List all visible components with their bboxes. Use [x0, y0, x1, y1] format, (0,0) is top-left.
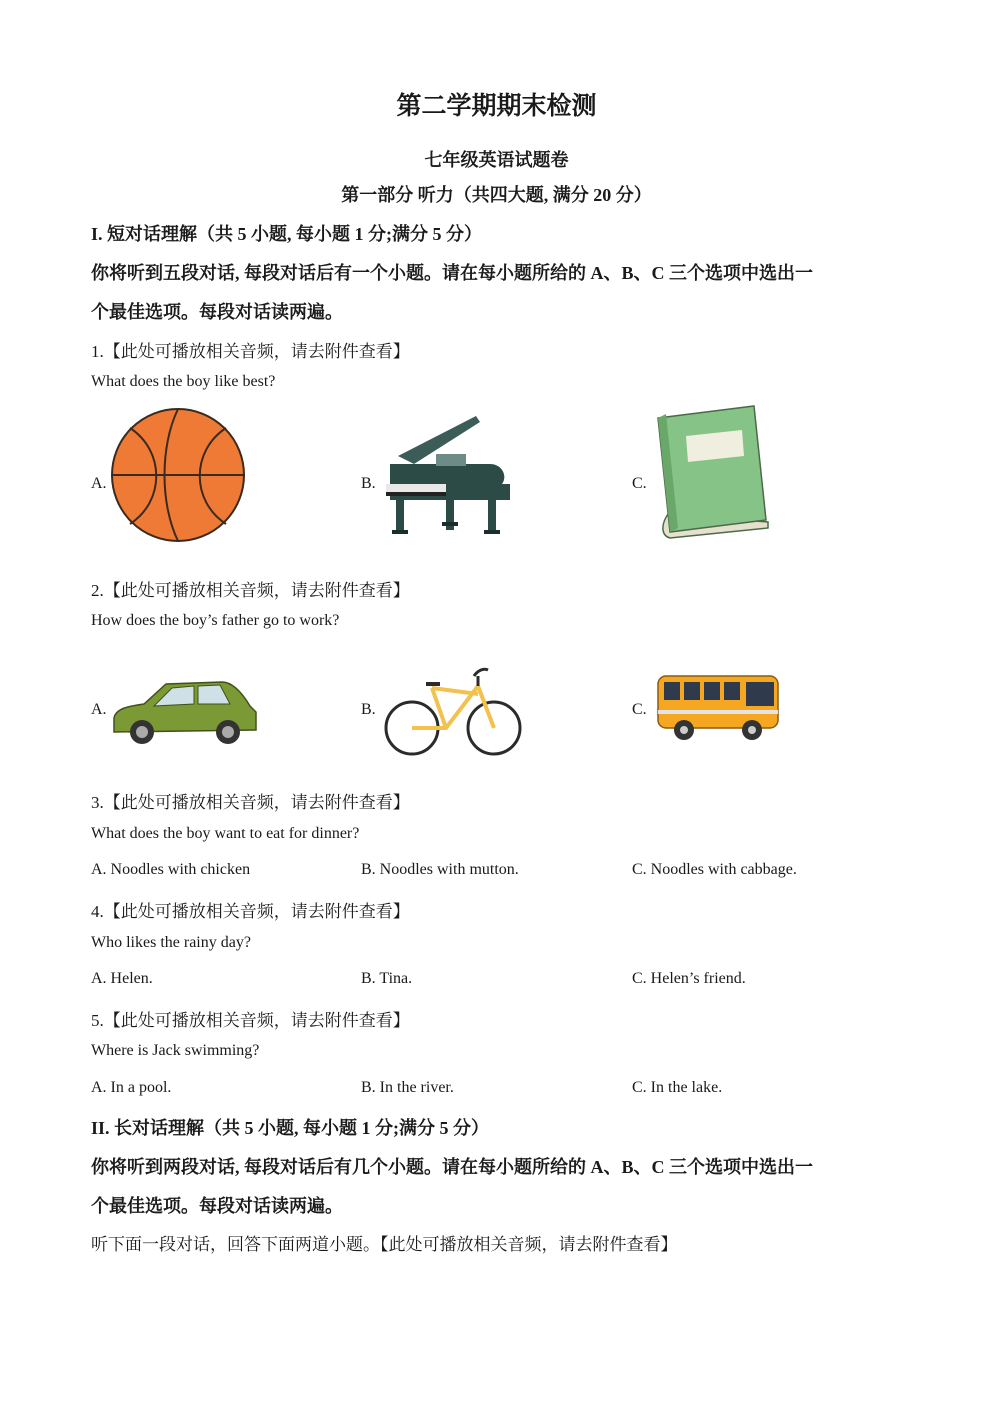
- question-4-number: 4.【此处可播放相关音频，请去附件查看】: [91, 902, 410, 921]
- q1-option-a-label[interactable]: A.: [91, 475, 107, 492]
- q5-option-b[interactable]: B. In the river.: [361, 1079, 454, 1096]
- basketball-image[interactable]: [110, 406, 246, 544]
- car-image[interactable]: [110, 678, 260, 746]
- question-2-text: How does the boy’s father go to work?: [91, 612, 340, 629]
- page-title: 第二学期期末检测: [396, 93, 597, 120]
- q4-option-a[interactable]: A. Helen.: [91, 970, 153, 987]
- exam-subtitle: 七年级英语试题卷: [424, 150, 569, 170]
- q2-option-c-label[interactable]: C.: [632, 701, 647, 718]
- question-3-number: 3.【此处可播放相关音频，请去附件查看】: [91, 793, 410, 812]
- question-3-text: What does the boy want to eat for dinner?: [91, 825, 360, 842]
- part-heading: 第一部分 听力（共四大题, 满分 20 分）: [341, 185, 652, 205]
- section2-instruction-line1: 你将听到两段对话, 每段对话后有几个小题。请在每小题所给的 A、B、C 三个选项中选出一: [91, 1157, 813, 1177]
- q2-option-b-label[interactable]: B.: [361, 701, 376, 718]
- q5-option-c[interactable]: C. In the lake.: [632, 1079, 723, 1096]
- section2-listen-line: 听下面一段对话，回答下面两道小题。【此处可播放相关音频，请去附件查看】: [91, 1235, 678, 1254]
- q3-option-b[interactable]: B. Noodles with mutton.: [361, 861, 519, 878]
- section2-instruction-line2: 个最佳选项。每段对话读两遍。: [91, 1196, 343, 1216]
- q4-option-c[interactable]: C. Helen’s friend.: [632, 970, 746, 987]
- q1-option-c-label[interactable]: C.: [632, 475, 647, 492]
- book-image[interactable]: [654, 404, 774, 540]
- question-5-number: 5.【此处可播放相关音频，请去附件查看】: [91, 1011, 410, 1030]
- q2-option-a-label[interactable]: A.: [91, 701, 107, 718]
- section1-heading: I. 短对话理解（共 5 小题, 每小题 1 分;满分 5 分）: [91, 224, 482, 244]
- bicycle-image[interactable]: [382, 664, 524, 758]
- question-2-number: 2.【此处可播放相关音频，请去附件查看】: [91, 581, 410, 600]
- q4-option-b[interactable]: B. Tina.: [361, 970, 413, 987]
- bus-image[interactable]: [656, 672, 784, 746]
- q5-option-a[interactable]: A. In a pool.: [91, 1079, 172, 1096]
- question-1-text: What does the boy like best?: [91, 373, 276, 390]
- question-5-text: Where is Jack swimming?: [91, 1042, 260, 1059]
- q3-option-a[interactable]: A. Noodles with chicken: [91, 861, 251, 878]
- section2-heading: II. 长对话理解（共 5 小题, 每小题 1 分;满分 5 分）: [91, 1118, 490, 1138]
- piano-image[interactable]: [380, 414, 516, 538]
- q3-option-c[interactable]: C. Noodles with cabbage.: [632, 861, 797, 878]
- question-1-number: 1.【此处可播放相关音频，请去附件查看】: [91, 342, 410, 361]
- section1-instruction-line2: 个最佳选项。每段对话读两遍。: [91, 302, 343, 322]
- section1-instruction-line1: 你将听到五段对话, 每段对话后有一个小题。请在每小题所给的 A、B、C 三个选项中选出一: [91, 263, 813, 283]
- q1-option-b-label[interactable]: B.: [361, 475, 376, 492]
- question-4-text: Who likes the rainy day?: [91, 934, 251, 951]
